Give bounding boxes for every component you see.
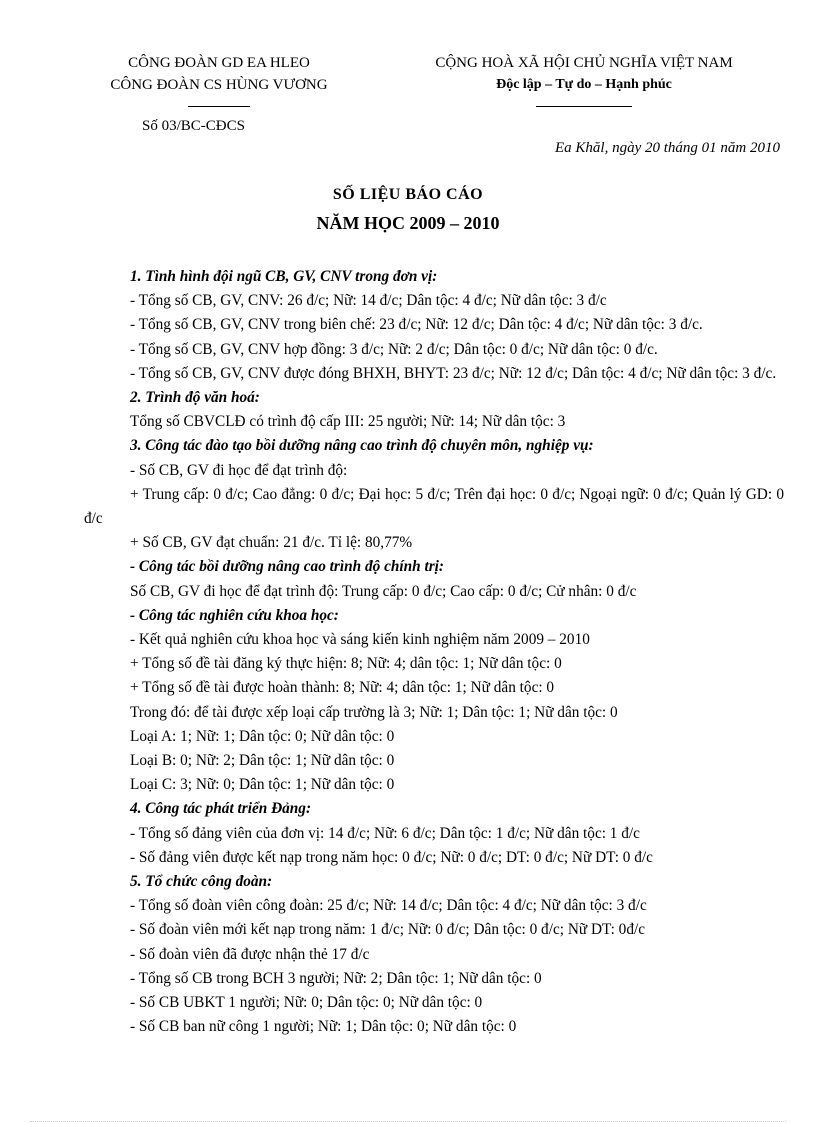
- header-underline-right: [536, 106, 632, 107]
- text-line: - Số CB, GV đi học để đạt trình độ:: [130, 461, 348, 479]
- union-name-line1: CÔNG ĐOÀN GD EA HLEO: [128, 55, 310, 71]
- text-line: - Số đoàn viên đã được nhận thẻ 17 đ/c: [130, 945, 370, 963]
- report-subtitle: NĂM HỌC 2009 – 2010: [316, 213, 500, 233]
- national-header: [398, 52, 770, 107]
- document-date: Ea Khăl, ngày 20 tháng 01 năm 2010: [555, 140, 780, 156]
- country-name: CỘNG HOÀ XÃ HỘI CHỦ NGHĨA VIỆT NAM: [435, 55, 733, 71]
- section-heading: 2. Trình độ văn hoá:: [130, 389, 260, 407]
- document-number: Số 03/BC-CĐCS: [142, 118, 245, 134]
- text-line: - Tổng số đoàn viên công đoàn: 25 đ/c; Nữ: 14 đ/c; Dân tộc: 4 đ/c; Nữ dân tộc: 3 đ/c: [130, 897, 647, 915]
- text-line: - Số CB ban nữ công 1 người; Nữ: 1; Dân tộc: 0; Nữ dân tộc: 0: [130, 1018, 517, 1036]
- text-line: - Tổng số CB trong BCH 3 người; Nữ: 2; Dân tộc: 1; Nữ dân tộc: 0: [130, 969, 542, 987]
- report-body: [84, 265, 784, 1040]
- text-line: Loại C: 3; Nữ: 0; Dân tộc: 1; Nữ dân tộc: 0: [130, 776, 395, 794]
- text-line: - Tổng số CB, GV, CNV hợp đồng: 3 đ/c; Nữ: 2 đ/c; Dân tộc: 0 đ/c; Nữ dân tộc: 0 đ/c.: [130, 340, 658, 358]
- text-line: - Kết quả nghiên cứu khoa học và sáng kiến kinh nghiệm năm 2009 – 2010: [130, 631, 590, 649]
- header-underline-left: [188, 106, 250, 107]
- section-heading: 1. Tình hình đội ngũ CB, GV, CNV trong đơn vị:: [130, 268, 438, 285]
- text-line: - Tổng số CB, GV, CNV: 26 đ/c; Nữ: 14 đ/c; Dân tộc: 4 đ/c; Nữ dân tộc: 3 đ/c: [130, 292, 607, 310]
- text-line: Số CB, GV đi học để đạt trình độ: Trung cấp: 0 đ/c; Cao cấp: 0 đ/c; Cử nhân: 0 đ/c: [130, 582, 637, 600]
- text-line: + Số CB, GV đạt chuẩn: 21 đ/c. Tỉ lệ: 80,77%: [130, 534, 413, 552]
- text-line: - Số đoàn viên mới kết nạp trong năm: 1 đ/c; Nữ: 0 đ/c; Dân tộc: 0 đ/c; Nữ DT: 0đ/c: [130, 921, 646, 939]
- section-heading: 5. Tổ chức công đoàn:: [130, 873, 273, 891]
- section-heading: - Công tác bồi dưỡng nâng cao trình độ chính trị:: [130, 558, 445, 576]
- section-heading: - Công tác nghiên cứu khoa học:: [130, 606, 339, 624]
- text-line: Tổng số CBVCLĐ có trình độ cấp III: 25 người; Nữ: 14; Nữ dân tộc: 3: [130, 413, 566, 431]
- union-name-line2: CÔNG ĐOÀN CS HÙNG VƯƠNG: [110, 77, 328, 93]
- national-motto: Độc lập – Tự do – Hạnh phúc: [496, 77, 672, 92]
- text-line: Loại A: 1; Nữ: 1; Dân tộc: 0; Nữ dân tộc: 0: [130, 727, 395, 745]
- text-line: - Tổng số CB, GV, CNV được đóng BHXH, BHYT: 23 đ/c; Nữ: 12 đ/c; Dân tộc: 4 đ/c; Nữ dân tộc: 3 đ/c.: [130, 364, 777, 382]
- text-line: Trong đó: để tài được xếp loại cấp trường là 3; Nữ: 1; Dân tộc: 1; Nữ dân tộc: 0: [130, 703, 618, 721]
- page-bottom-rule: [30, 1121, 786, 1122]
- text-line: - Tổng số CB, GV, CNV trong biên chế: 23 đ/c; Nữ: 12 đ/c; Dân tộc: 4 đ/c; Nữ dân tộc: 3 đ/c.: [130, 316, 703, 334]
- organization-header: [64, 52, 374, 107]
- text-line: - Số đảng viên được kết nạp trong năm học: 0 đ/c; Nữ: 0 đ/c; DT: 0 đ/c; Nữ DT: 0 đ/c: [130, 848, 653, 866]
- text-line: - Số CB UBKT 1 người; Nữ: 0; Dân tộc: 0; Nữ dân tộc: 0: [130, 994, 483, 1012]
- text-line: - Tổng số đảng viên của đơn vị: 14 đ/c; Nữ: 6 đ/c; Dân tộc: 1 đ/c; Nữ dân tộc: 1 đ/c: [130, 824, 640, 842]
- text-line: Loại B: 0; Nữ: 2; Dân tộc: 1; Nữ dân tộc: 0: [130, 752, 395, 770]
- text-line: + Trung cấp: 0 đ/c; Cao đẳng: 0 đ/c; Đại học: 5 đ/c; Trên đại học: 0 đ/c; Ngoại ngữ: 0 đ/c; Quản lý GD: 0 đ/c: [84, 485, 784, 528]
- section-heading: 4. Công tác phát triển Đảng:: [130, 800, 312, 818]
- section-heading: 3. Công tác đào tạo bồi dưỡng nâng cao trình độ chuyên môn, nghiệp vụ:: [130, 437, 594, 455]
- report-title: SỐ LIỆU BÁO CÁO: [332, 186, 484, 203]
- text-line: + Tổng số đề tài đăng ký thực hiện: 8; Nữ: 4; dân tộc: 1; Nữ dân tộc: 0: [130, 655, 562, 673]
- text-line: + Tổng số đề tài được hoàn thành: 8; Nữ: 4; dân tộc: 1; Nữ dân tộc: 0: [130, 679, 555, 697]
